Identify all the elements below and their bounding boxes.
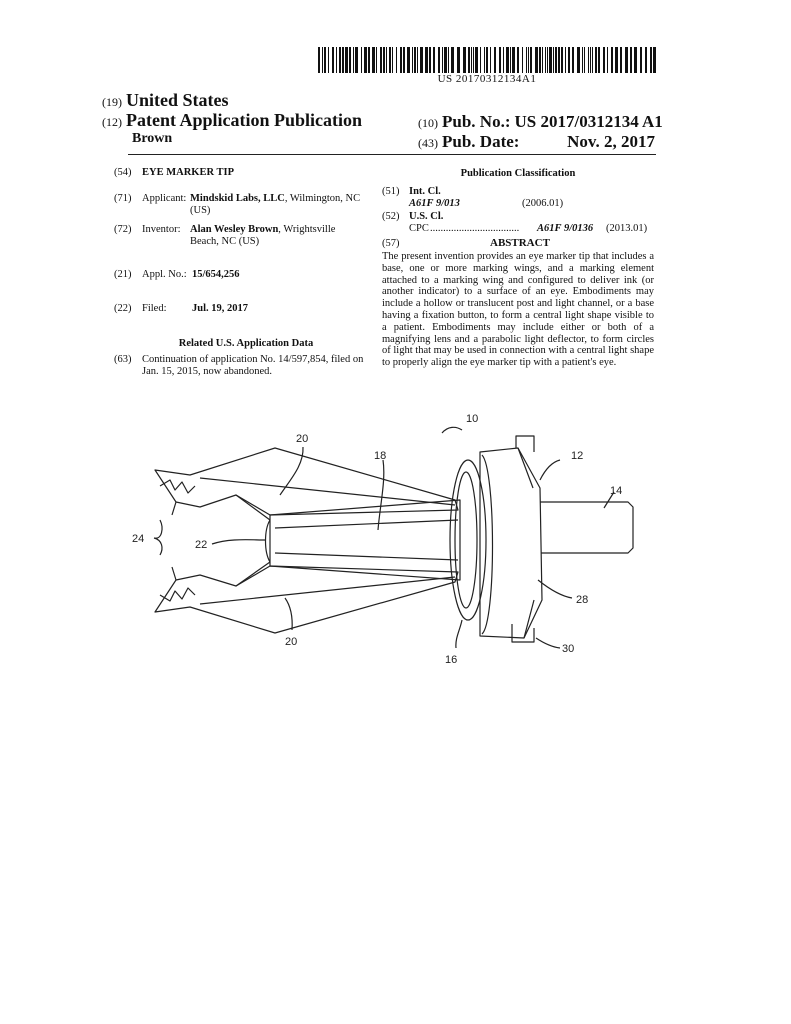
ref-20-lower: 20: [285, 636, 298, 648]
barcode-bar: [545, 47, 546, 73]
barcode-bar: [539, 47, 541, 73]
barcode-bar: [318, 47, 320, 73]
inventor-label: Inventor:: [142, 224, 181, 235]
barcode-bar: [486, 47, 488, 73]
barcode-bar: [572, 47, 574, 73]
applicant: [190, 193, 360, 206]
ref-18: 18: [374, 450, 387, 462]
barcode-bar: [417, 47, 418, 73]
barcode-bar: [471, 47, 472, 73]
barcode-bar: [355, 47, 358, 73]
inid-12: (12): [102, 115, 122, 129]
doc-type-line: [102, 110, 362, 131]
lower-wing-edge: [200, 577, 455, 604]
barcode-bar: [322, 47, 323, 73]
barcode-bar: [590, 47, 591, 73]
upper-wing-edge: [200, 478, 455, 505]
patent-figure: [0, 395, 791, 675]
barcode-bar: [625, 47, 628, 73]
barcode-bar: [389, 47, 391, 73]
inid-71: (71): [114, 193, 132, 204]
abstract-text: The present invention provides an eye marker tip that includes a base, one or more marking wings, and a marking element attached to a marking wing and configured to deliver ink (or another indicator) to a surface of an eye. Embodiments may include a hollow or translucent post and light channel, or a base having a fixation button, to form a central light shape visible to a patient. Embodiments may include either or both of a magnifying lens and a parabolic light deflector, to form circles of light that may be used in connection with a central light shape to properly align the eye marker tip with a patient's eye.: [382, 251, 654, 369]
barcode-bar: [577, 47, 580, 73]
ref-12: 12: [571, 450, 584, 462]
pub-number-label: Pub. No.:: [442, 112, 511, 131]
barcode-bar: [473, 47, 474, 73]
barcode-bar: [603, 47, 605, 73]
inid-10: (10): [418, 116, 438, 130]
inid-63: (63): [114, 354, 132, 365]
barcode-number: US 20170312134A1: [437, 73, 537, 85]
barcode-bar: [553, 47, 554, 73]
barcode-bar: [429, 47, 431, 73]
barcode-bar: [407, 47, 410, 73]
barcode-bar: [568, 47, 570, 73]
inid-22: (22): [114, 303, 132, 314]
barcode-bar: [526, 47, 527, 73]
barcode-bar: [640, 47, 642, 73]
leader-22: [212, 540, 266, 544]
barcode-bar: [463, 47, 466, 73]
barcode-bar: [549, 47, 552, 73]
inid-52: (52): [382, 211, 400, 222]
barcode-bar: [595, 47, 597, 73]
barcode-bar: [615, 47, 618, 73]
barcode-bar: [425, 47, 428, 73]
barcode-bar: [653, 47, 656, 73]
barcode-bar: [645, 47, 647, 73]
barcode-bar: [392, 47, 393, 73]
ref-30: 30: [562, 643, 575, 655]
barcode-bar: [475, 47, 478, 73]
barcode-bar: [353, 47, 354, 73]
barcode-bar: [634, 47, 637, 73]
barcode-bar: [547, 47, 548, 73]
barcode-bar: [383, 47, 385, 73]
inid-54: (54): [114, 167, 132, 178]
barcode-bar: [542, 47, 543, 73]
pub-date-label: Pub. Date:: [442, 132, 520, 151]
barcode-bar: [442, 47, 443, 73]
barcode-bar: [598, 47, 600, 73]
barcode-bar: [522, 47, 523, 73]
barcode-bar: [345, 47, 348, 73]
barcode-bar: [336, 47, 337, 73]
barcode-bar: [530, 47, 532, 73]
barcode-bar: [565, 47, 566, 73]
inventor: [190, 224, 335, 237]
barcode-bar: [386, 47, 387, 73]
int-cl-class: A61F 9/013: [409, 198, 460, 209]
ref-14: 14: [610, 485, 623, 497]
leader-16: [456, 620, 462, 648]
applicant-location: , Wilmington, NC: [284, 193, 361, 204]
barcode-bar: [448, 47, 449, 73]
inid-51: (51): [382, 186, 400, 197]
doc-type: Patent Application Publication: [126, 110, 363, 130]
filed-date: Jul. 19, 2017: [192, 303, 249, 314]
cpc-leader-dots: ..................................: [430, 223, 520, 234]
applicant-label: Applicant:: [142, 193, 187, 204]
barcode-bar: [438, 47, 440, 73]
country-line: [102, 90, 229, 111]
pub-number: US 2017/0312134 A1: [514, 112, 663, 131]
barcode-bar: [517, 47, 519, 73]
post-center-line: [275, 520, 458, 528]
barcode-bar: [433, 47, 435, 73]
inid-57: (57): [382, 238, 400, 249]
barcode-bar: [468, 47, 470, 73]
barcode-bar: [324, 47, 326, 73]
shaft: [540, 502, 633, 553]
applicant-name: Mindskid Labs, LLC: [190, 193, 285, 204]
lower-teeth: [160, 588, 195, 601]
post-center-line-2: [275, 553, 458, 560]
inid-19: (19): [102, 95, 122, 109]
invention-title: EYE MARKER TIP: [142, 167, 234, 178]
barcode-bar: [630, 47, 632, 73]
barcode-bar: [555, 47, 557, 73]
barcode-bar: [412, 47, 413, 73]
ref-16: 16: [445, 654, 458, 666]
barcode-bar: [588, 47, 589, 73]
filed-label: Filed:: [142, 303, 167, 314]
appl-number: 15/654,256: [192, 269, 240, 280]
inid-21: (21): [114, 269, 132, 280]
barcode-bar: [494, 47, 496, 73]
barcode-bar: [380, 47, 382, 73]
barcode-bar: [349, 47, 351, 73]
barcode-bar: [457, 47, 460, 73]
pub-number-line: [418, 112, 663, 132]
barcode: [318, 47, 656, 73]
int-cl-label: Int. Cl.: [409, 186, 441, 197]
continuation-line-1: Continuation of application No. 14/597,854, filed on: [142, 354, 364, 365]
barcode-bar: [584, 47, 585, 73]
barcode-bar: [372, 47, 375, 73]
barcode-bar: [503, 47, 504, 73]
barcode-bar: [582, 47, 583, 73]
barcode-bar: [368, 47, 370, 73]
barcode-bar: [558, 47, 560, 73]
barcode-bar: [328, 47, 329, 73]
ring-inner: [455, 472, 477, 608]
barcode-bar: [607, 47, 608, 73]
barcode-bar: [451, 47, 454, 73]
barcode-bar: [420, 47, 423, 73]
barcode-bar: [444, 47, 447, 73]
classification-heading: Publication Classification: [460, 168, 576, 179]
barcode-bar: [364, 47, 367, 73]
barcode-bar: [490, 47, 491, 73]
barcode-bar: [506, 47, 509, 73]
header-rule: [128, 154, 656, 155]
barcode-bar: [396, 47, 397, 73]
barcode-bar: [620, 47, 622, 73]
inventor-location: , Wrightsville: [278, 224, 336, 235]
barcode-bar: [400, 47, 402, 73]
barcode-bar: [339, 47, 341, 73]
barcode-bar: [512, 47, 515, 73]
barcode-bar: [611, 47, 613, 73]
barcode-bar: [361, 47, 362, 73]
author: Brown: [132, 131, 173, 146]
barcode-bar: [376, 47, 377, 73]
ref-24: 24: [132, 533, 145, 545]
leader-28: [538, 580, 572, 598]
leader-30: [536, 638, 560, 648]
barcode-bar: [561, 47, 563, 73]
inventor-country: Beach, NC (US): [190, 236, 260, 247]
barcode-bar: [342, 47, 344, 73]
leader-12: [540, 460, 560, 480]
tooth-connector: [172, 502, 176, 580]
inid-72: (72): [114, 224, 132, 235]
barcode-bar: [403, 47, 405, 73]
leader-18: [378, 460, 384, 530]
us-cl-label: U.S. Cl.: [409, 211, 444, 222]
applicant-country: (US): [190, 205, 211, 216]
country: United States: [126, 90, 229, 110]
leader-24: [154, 520, 162, 555]
barcode-bar: [484, 47, 485, 73]
barcode-bar: [332, 47, 334, 73]
inventor-name: Alan Wesley Brown: [190, 224, 279, 235]
related-data-heading: Related U.S. Application Data: [178, 338, 314, 349]
ref-22: 22: [195, 539, 208, 551]
barcode-bar: [480, 47, 481, 73]
leader-10: [442, 427, 462, 433]
continuation-line-2: Jan. 15, 2015, now abandoned.: [142, 366, 273, 377]
barcode-bar: [499, 47, 501, 73]
ref-10: 10: [466, 413, 479, 425]
int-cl-year: (2006.01): [522, 198, 564, 209]
abstract-heading: ABSTRACT: [490, 237, 550, 249]
barcode-bar: [414, 47, 416, 73]
appl-label: Appl. No.:: [142, 269, 187, 280]
leader-20b: [285, 598, 292, 630]
cpc-class: A61F 9/0136: [537, 223, 594, 234]
ref-20-upper: 20: [296, 433, 309, 445]
barcode-bar: [650, 47, 652, 73]
cpc-label: CPC: [409, 223, 429, 234]
barcode-bar: [510, 47, 511, 73]
pub-date-line: [418, 132, 519, 152]
marking-element: [266, 520, 271, 562]
pub-date: Nov. 2, 2017: [567, 132, 655, 151]
inid-43: (43): [418, 136, 438, 150]
cpc-year: (2013.01): [606, 223, 648, 234]
upper-wing: [155, 448, 458, 515]
barcode-bar: [535, 47, 538, 73]
ref-28: 28: [576, 594, 589, 606]
barcode-bar: [592, 47, 593, 73]
barcode-bar: [528, 47, 529, 73]
